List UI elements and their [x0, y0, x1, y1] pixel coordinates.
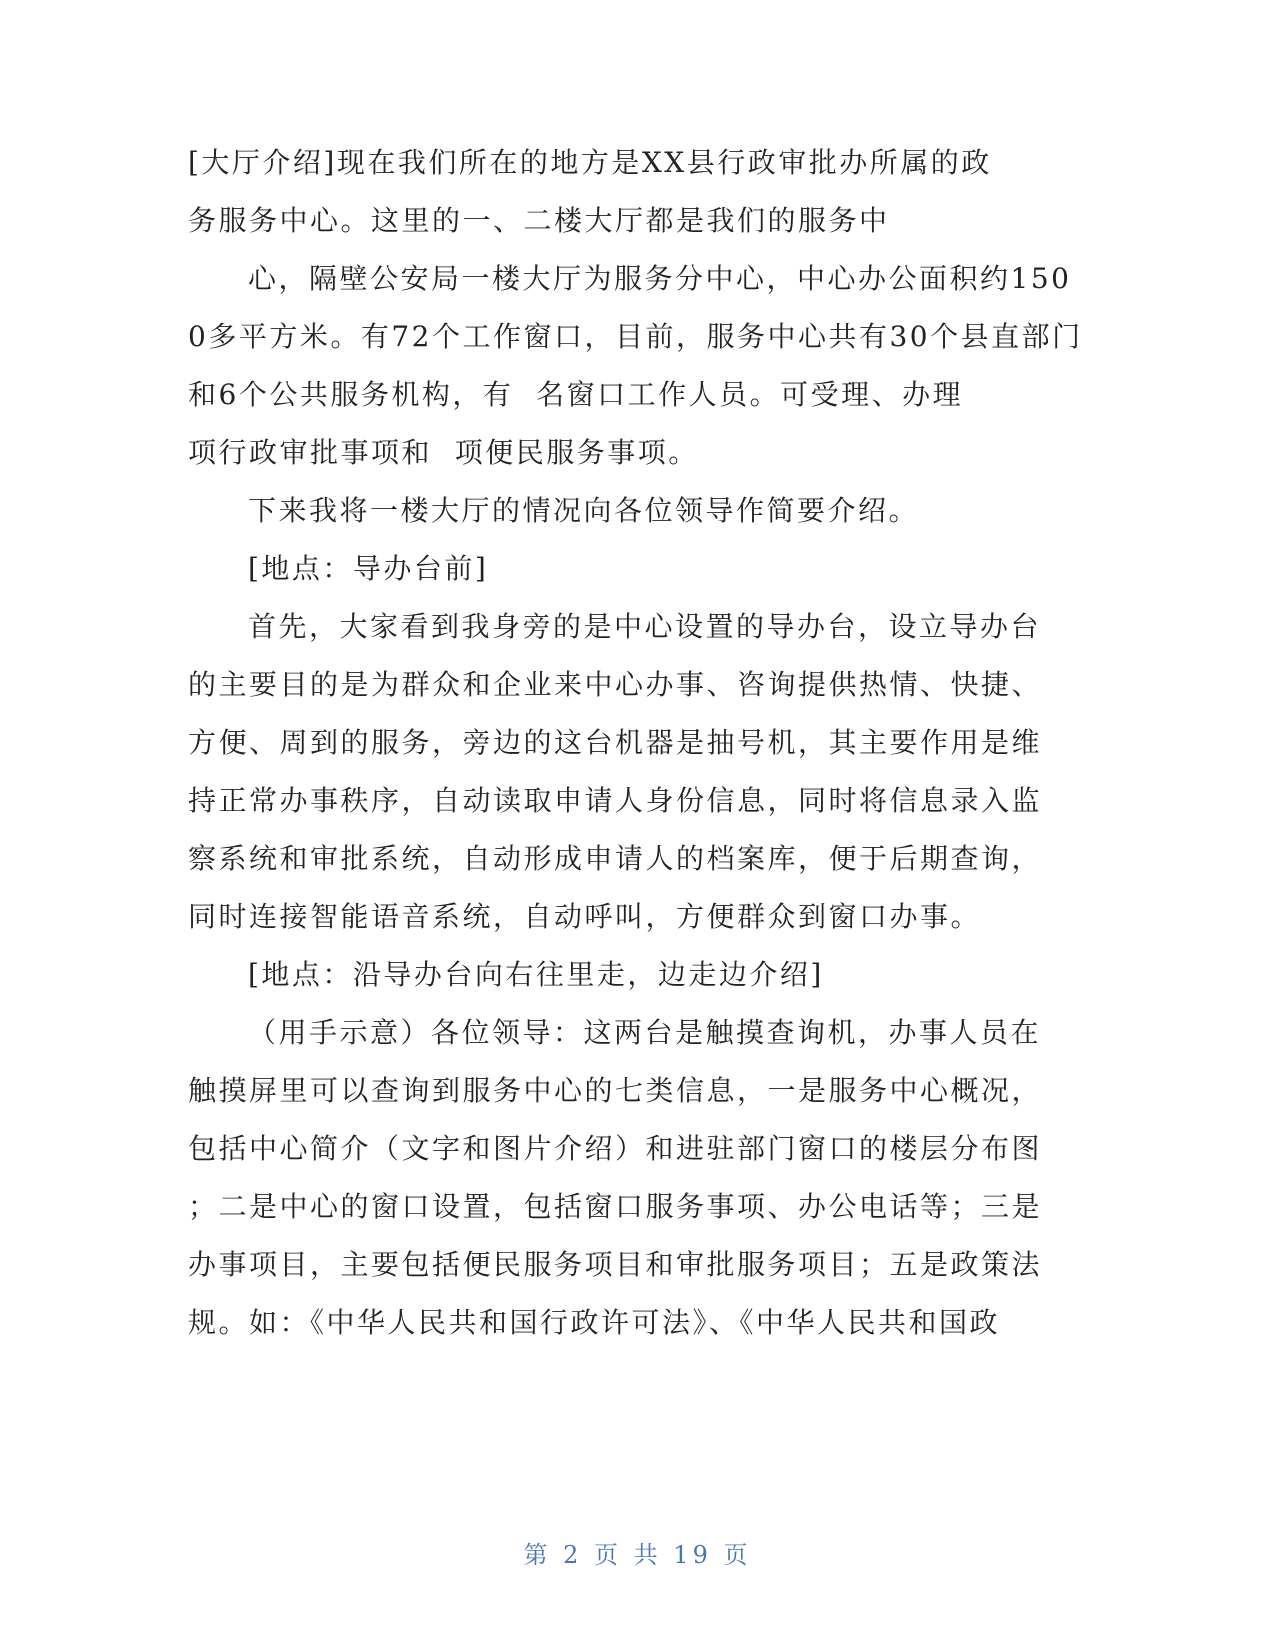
- page-number-footer: 第 2 页 共 19 页: [523, 1541, 752, 1569]
- text-line: 0多平方米。有72个工作窗口，目前，服务中心共有30个县直部门: [188, 320, 1083, 353]
- text-line: 的主要目的是为群众和企业来中心办事、咨询提供热情、快捷、: [188, 668, 1043, 701]
- text-line: 项行政审批事项和 项便民服务事项。: [188, 436, 699, 469]
- text-line: ；二是中心的窗口设置，包括窗口服务事项、办公电话等；三是: [188, 1190, 1043, 1223]
- text-line: 心，隔壁公安局一楼大厅为服务分中心，中心办公面积约150: [248, 262, 1072, 295]
- text-line: 务服务中心。这里的一、二楼大厅都是我们的服务中: [188, 204, 890, 237]
- text-line: 下来我将一楼大厅的情况向各位领导作简要介绍。: [248, 494, 920, 527]
- text-line: 方便、周到的服务，旁边的这台机器是抽号机，其主要作用是维: [188, 726, 1043, 759]
- text-line: （用手示意）各位领导：这两台是触摸查询机，办事人员在: [248, 1016, 1042, 1049]
- text-line: 首先，大家看到我身旁的是中心设置的导办台，设立导办台: [248, 610, 1042, 643]
- location-heading: [地点：沿导办台向右往里走，边走边介绍]: [248, 958, 824, 991]
- text-line: 包括中心简介（文字和图片介绍）和进驻部门窗口的楼层分布图: [188, 1132, 1043, 1165]
- text-line: 同时连接智能语音系统，自动呼叫，方便群众到窗口办事。: [188, 900, 982, 933]
- text-line: 和6个公共服务机构，有 名窗口工作人员。可受理、办理: [188, 378, 964, 411]
- location-heading: [地点：导办台前]: [248, 552, 489, 585]
- text-line: 办事项目，主要包括便民服务项目和审批服务项目；五是政策法: [188, 1248, 1043, 1281]
- text-line: 规。如：《中华人民共和国行政许可法》、《中华人民共和国政: [188, 1306, 1001, 1339]
- text-line: 察系统和审批系统，自动形成申请人的档案库，便于后期查询，: [188, 842, 1043, 875]
- text-line: 持正常办事秩序，自动读取申请人身份信息，同时将信息录入监: [188, 784, 1043, 817]
- text-line: 触摸屏里可以查询到服务中心的七类信息，一是服务中心概况，: [188, 1074, 1043, 1107]
- text-line: [大厅介绍]现在我们所在的地方是XX县行政审批办所属的政: [188, 146, 992, 179]
